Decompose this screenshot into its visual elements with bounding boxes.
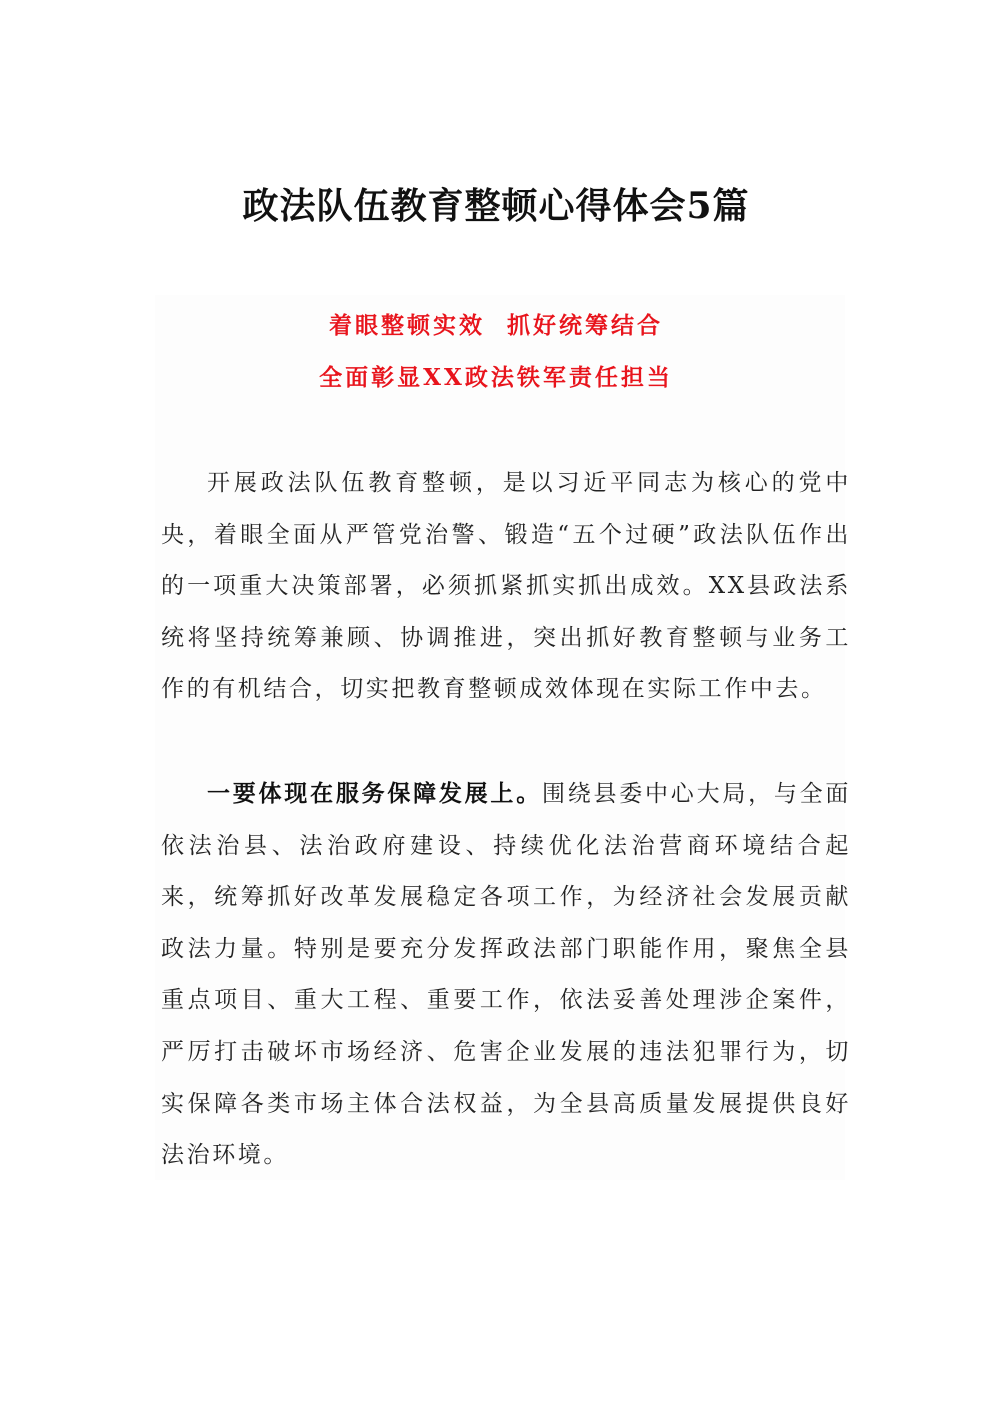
intro-paragraph-text: 开展政法队伍教育整顿，是以习近平同志为核心的党中央，着眼全面从严管党治警、锻造“五个过硬”政法队伍作出的一项重大决策部署，必须抓紧抓实抓出成效。XX县政法系统将坚持统筹兼顾、协调推进，突出抓好教育整顿与业务工作的有机结合，切实把教育整顿成效体现在实际工作中去。 — [161, 470, 851, 703]
point-one-paragraph — [161, 768, 851, 1182]
point-one-heading: 一要体现在服务保障发展上。 — [207, 780, 542, 807]
subtitle-line-1: 着眼整顿实效 抓好统筹结合 — [328, 312, 663, 339]
intro-paragraph — [161, 458, 851, 716]
page-title: 政法队伍教育整顿心得体会5篇 — [242, 185, 750, 228]
point-one-text: 围绕县委中心大局，与全面依法治县、法治政府建设、持续优化法治营商环境结合起来，统筹抓好改革发展稳定各项工作，为经济社会发展贡献政法力量。特别是要充分发挥政法部门职能作用，聚焦全县重点项目、重大工程、重要工作，依法妥善处理涉企案件，严厉打击破坏市场经济、危害企业发展的违法犯罪行为，切实保障各类市场主体合法权益，为全县高质量发展提供良好法治环境。 — [161, 781, 851, 1169]
subtitle-line-2: 全面彰显XX政法铁军责任担当 — [319, 364, 673, 391]
